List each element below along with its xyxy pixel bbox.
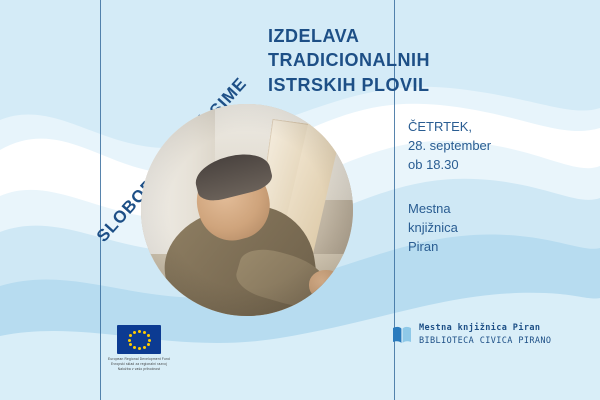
author-name: SLOBODAN SIME xyxy=(92,73,251,246)
speaker-photo xyxy=(141,104,353,316)
venue-line-1: Mestna xyxy=(408,201,451,216)
date-line-3: ob 18.30 xyxy=(408,156,459,172)
date-line-1: ČETRTEK, xyxy=(408,119,473,134)
poster-title xyxy=(268,24,568,97)
eu-caption-line-2: Evropski sklad za regionalni razvoj xyxy=(111,361,167,366)
eu-funding-caption xyxy=(104,357,174,371)
title-line-3: ISTRSKIH PLOVIL xyxy=(268,74,430,95)
eu-funding-logo xyxy=(104,325,174,371)
library-logo-text xyxy=(419,322,551,348)
eu-caption-line-1: European Regional Development Fund xyxy=(108,357,170,361)
title-line-1: IZDELAVA xyxy=(268,26,360,46)
venue-line-3: Piran xyxy=(408,238,439,254)
photo-vignette xyxy=(141,104,353,316)
european-union-flag-icon xyxy=(117,325,161,354)
date-line-2: 28. september xyxy=(408,137,492,153)
library-logo xyxy=(392,322,551,348)
photo-image xyxy=(141,104,353,316)
event-venue xyxy=(408,200,458,257)
venue-line-2: knjižnica xyxy=(408,219,458,235)
vertical-rule-left xyxy=(100,0,101,400)
event-date xyxy=(408,118,491,175)
open-book-icon xyxy=(392,324,412,346)
eu-caption-line-3: Naložba v vašo prihodnost xyxy=(117,366,161,371)
library-name-it: BIBLIOTECA CIVICA PIRANO xyxy=(419,335,552,346)
title-line-2: TRADICIONALNIH xyxy=(268,50,430,71)
library-name-sl: Mestna knjižnica Piran xyxy=(419,323,541,333)
